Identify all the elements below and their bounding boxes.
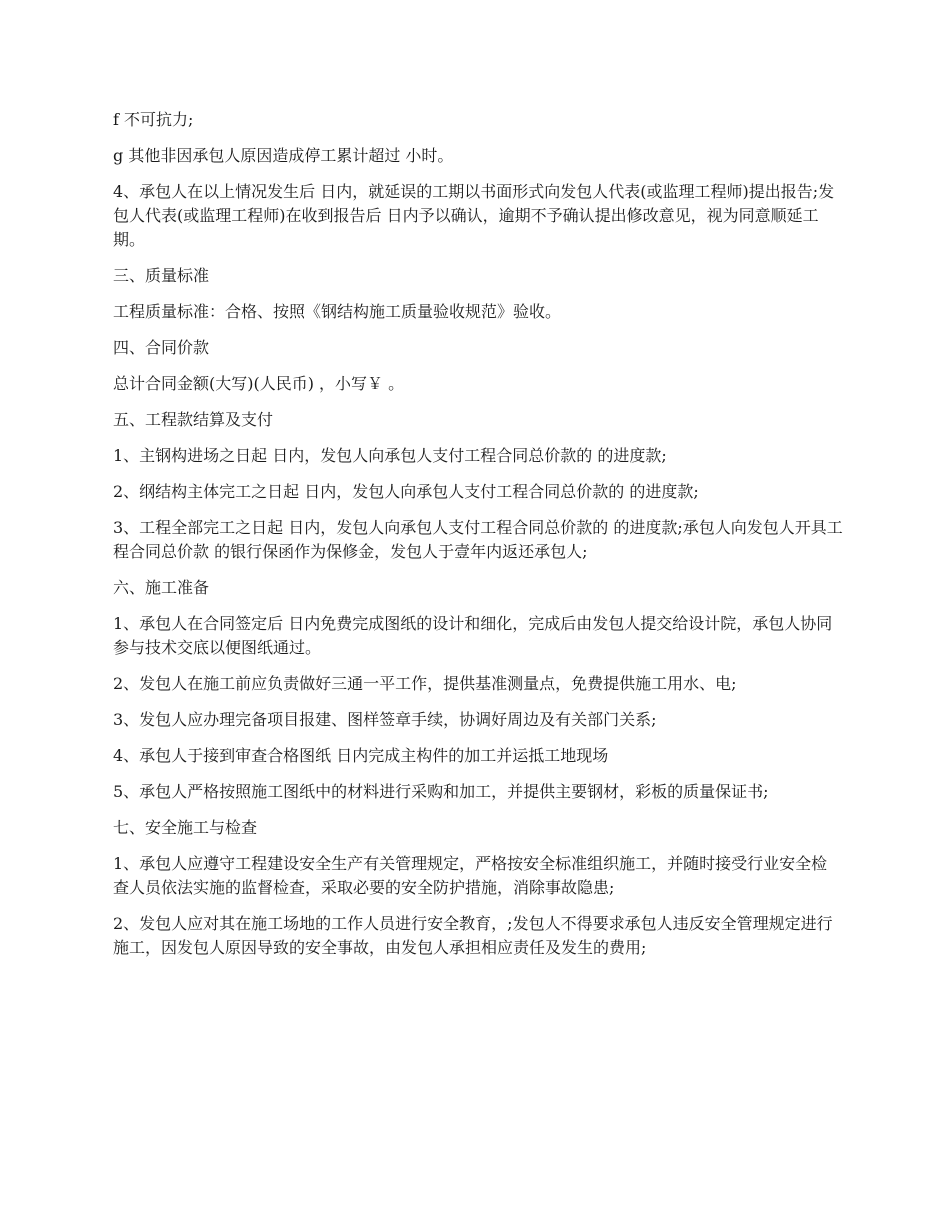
paragraph-quality-standard: 工程质量标准：合格、按照《钢结构施工质量验收规范》验收。 bbox=[113, 302, 562, 321]
paragraph-preparation-1: 1、承包人在合同签定后 日内免费完成图纸的设计和细化，完成后由发包人提交给设计院，承包人协同参与技术交底以便图纸通过。 bbox=[113, 614, 833, 657]
paragraph-safety-1: 1、承包人应遵守工程建设安全生产有关管理规定，严格按安全标准组织施工，并随时接受行业安全检查人员依法实施的监督检查，采取必要的安全防护措施，消除事故隐患; bbox=[113, 854, 828, 897]
section-heading-payment: 五、工程款结算及支付 bbox=[113, 410, 274, 429]
section-heading-price: 四、合同价款 bbox=[113, 338, 210, 357]
section-heading-safety: 七、安全施工与检查 bbox=[113, 818, 258, 837]
paragraph-safety-2: 2、发包人应对其在施工场地的工作人员进行安全教育，;发包人不得要求承包人违反安全管理规定进行施工，因发包人原因导致的安全事故，由发包人承担相应责任及发生的费用; bbox=[113, 914, 833, 957]
paragraph-preparation-4: 4、承包人于接到审查合格图纸 日内完成主构件的加工并运抵工地现场 bbox=[113, 746, 609, 765]
paragraph-delay-report: 4、承包人在以上情况发生后 日内，就延误的工期以书面形式向发包人代表(或监理工程师)提出报告;发包人代表(或监理工程师)在收到报告后 日内予以确认，逾期不予确认提出修改意见，视为同意顺延工期。 bbox=[113, 182, 835, 249]
paragraph-preparation-2: 2、发包人在施工前应负责做好三通一平工作，提供基准测量点，免费提供施工用水、电; bbox=[113, 674, 737, 693]
paragraph-other-stoppage: g 其他非因承包人原因造成停工累计超过 小时。 bbox=[113, 146, 454, 165]
paragraph-preparation-3: 3、发包人应办理完备项目报建、图样签章手续，协调好周边及有关部门关系; bbox=[113, 710, 657, 729]
document-body bbox=[113, 108, 843, 972]
paragraph-force-majeure: f 不可抗力; bbox=[113, 110, 194, 129]
paragraph-payment-2: 2、纲结构主体完工之日起 日内，发包人向承包人支付工程合同总价款的 的进度款; bbox=[113, 482, 699, 501]
section-heading-preparation: 六、施工准备 bbox=[113, 578, 210, 597]
section-heading-quality: 三、质量标准 bbox=[113, 266, 210, 285]
paragraph-payment-3: 3、工程全部完工之日起 日内，发包人向承包人支付工程合同总价款的 的进度款;承包人向发包人开具工程合同总价款 的银行保函作为保修金，发包人于壹年内返还承包人; bbox=[113, 518, 843, 561]
paragraph-contract-amount: 总计合同金额(大写)(人民币) ，小写￥ 。 bbox=[113, 374, 405, 393]
paragraph-payment-1: 1、主钢构进场之日起 日内，发包人向承包人支付工程合同总价款的 的进度款; bbox=[113, 446, 667, 465]
paragraph-preparation-5: 5、承包人严格按照施工图纸中的材料进行采购和加工，并提供主要钢材，彩板的质量保证书; bbox=[113, 782, 769, 801]
